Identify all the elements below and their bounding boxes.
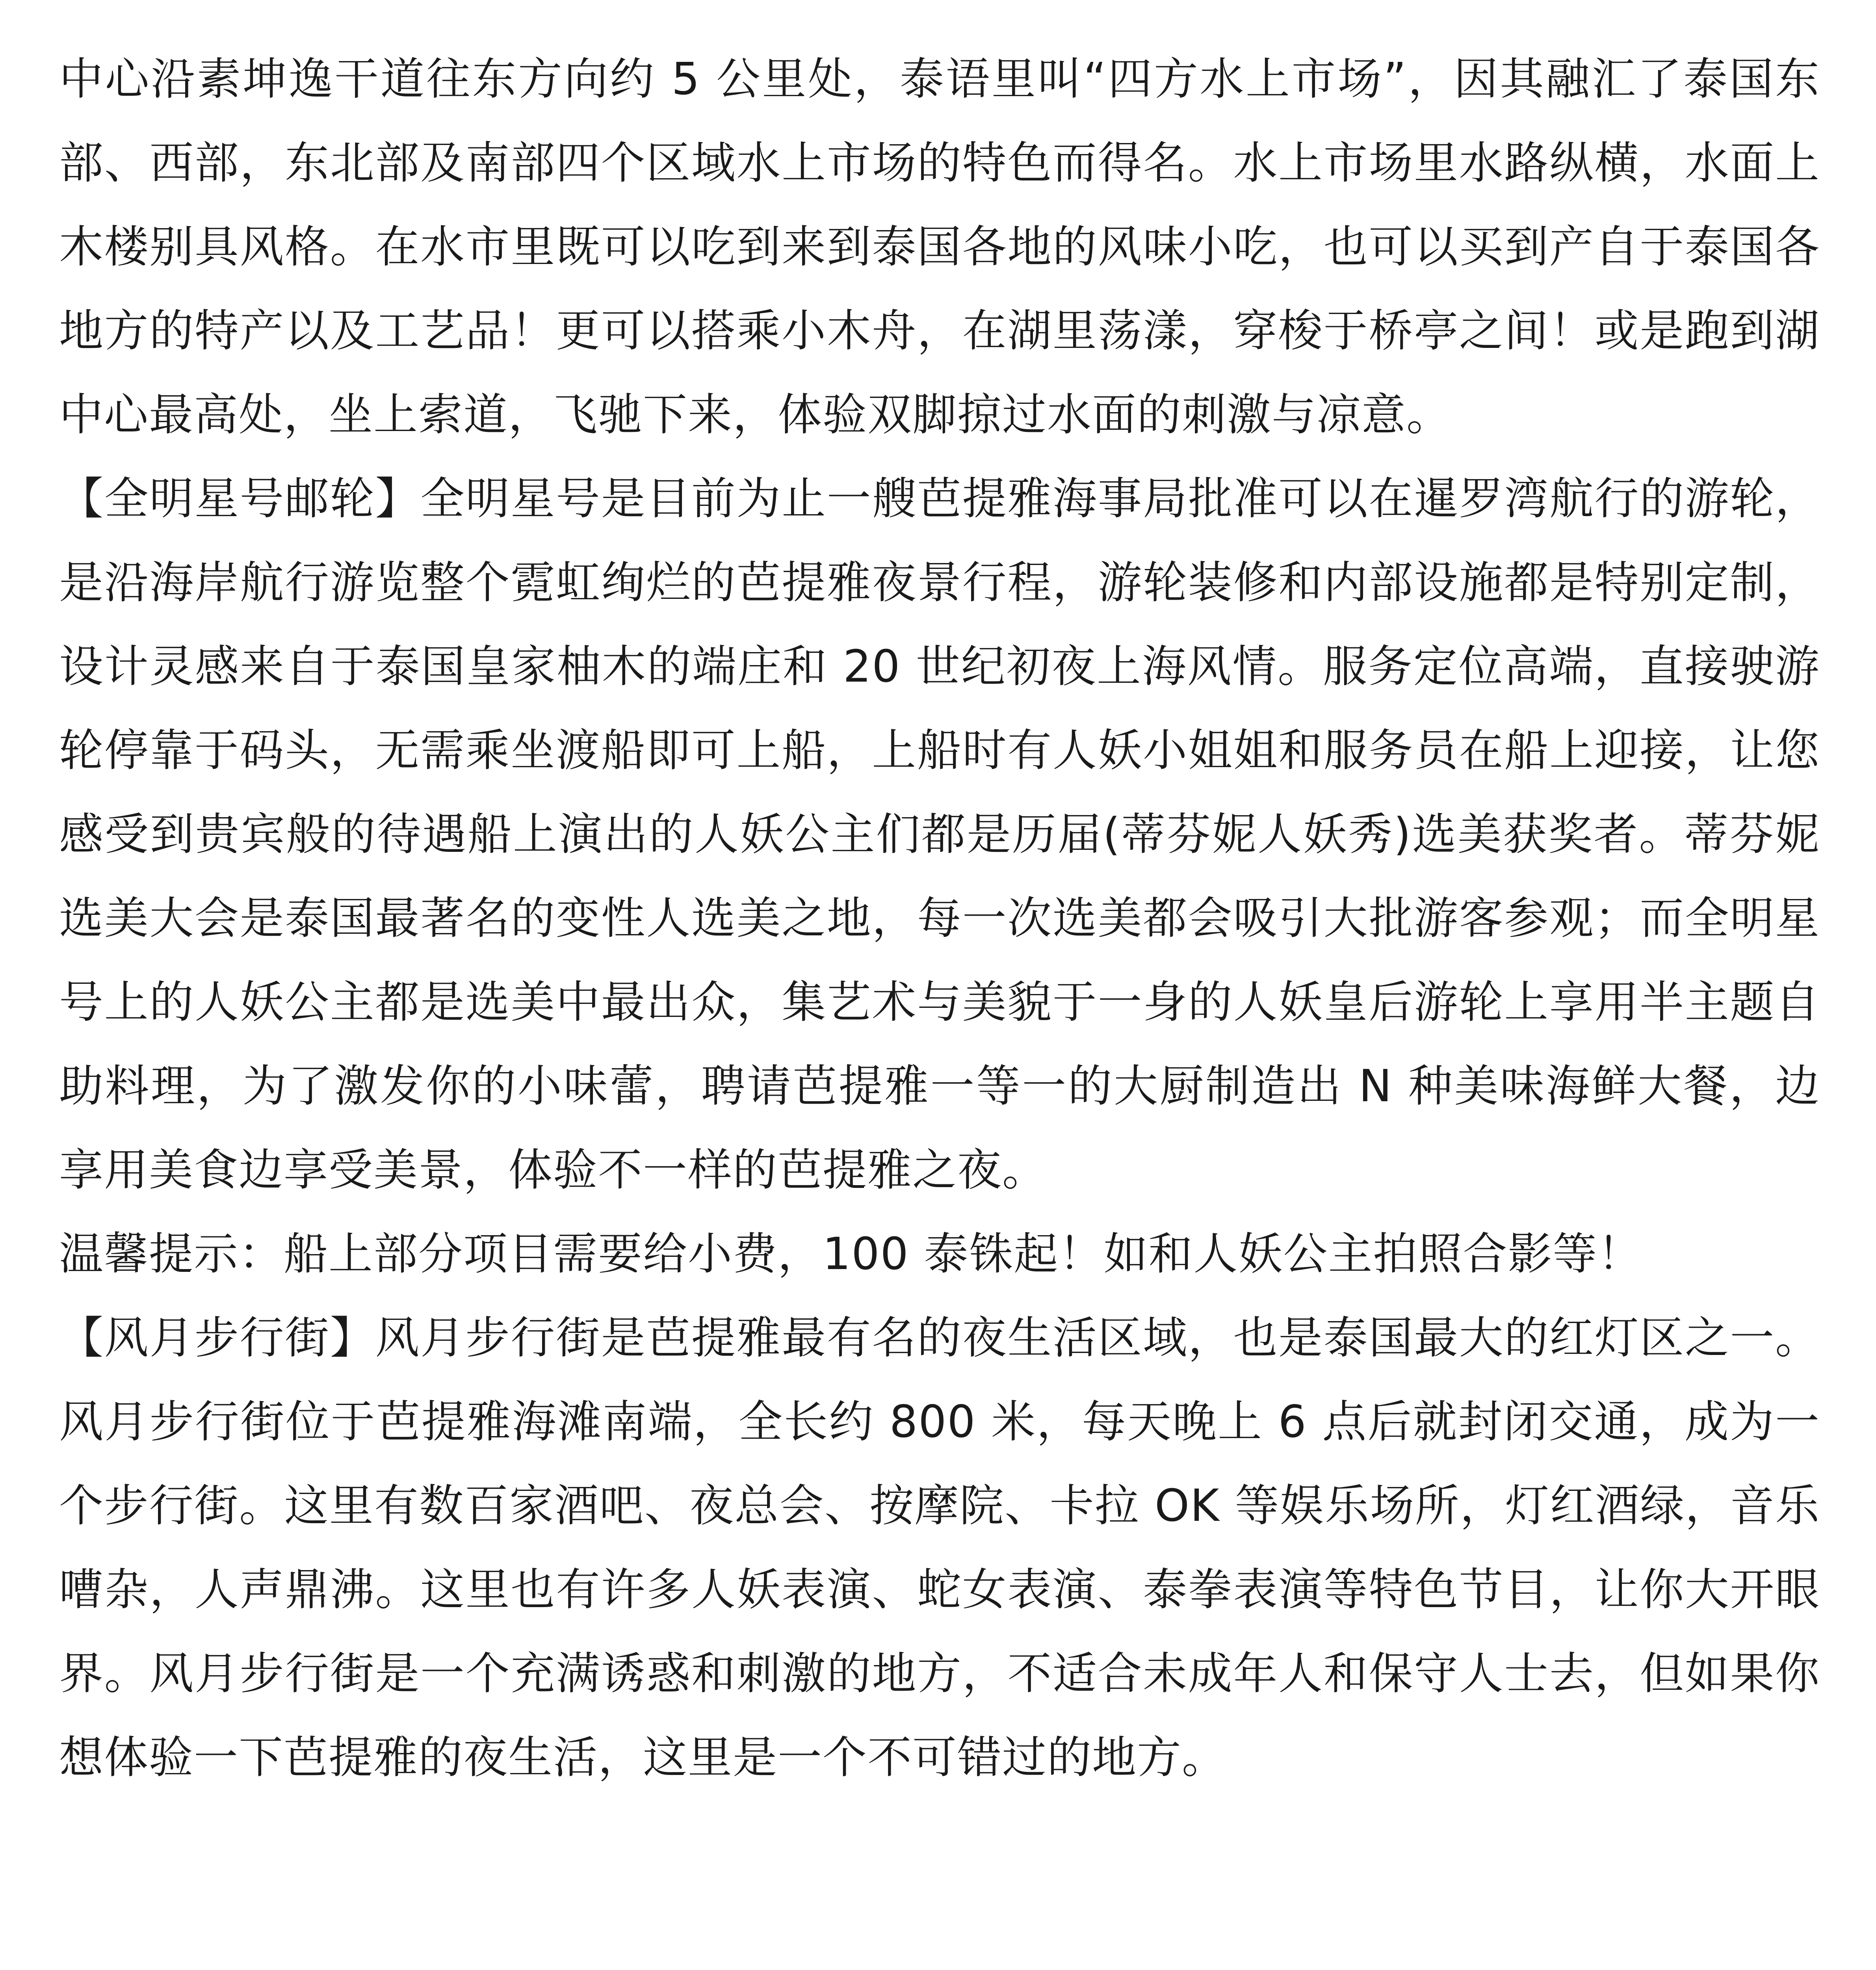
paragraph-floating-market: 中心沿素坤逸干道往东方向约 5 公里处，泰语里叫“四方水上市场”，因其融汇了泰国东部、西部，东北部及南部四个区域水上市场的特色而得名。水上市场里水路纵横，水面上木楼别具风格。在水市里既可以吃到来到泰国各地的风味小吃，也可以买到产自于泰国各地方的特产以及工艺品！更可以搭乘小木舟，在湖里荡漾，穿梭于桥亭之间！或是跑到湖中心最高处，坐上索道，飞驰下来，体验双脚掠过水面的刺激与凉意。 bbox=[59, 54, 1820, 440]
document-body bbox=[59, 37, 1820, 1800]
paragraph-walking-street: 【风月步行街】风月步行街是芭提雅最有名的夜生活区域，也是泰国最大的红灯区之一。风月步行街位于芭提雅海滩南端，全长约 800 米，每天晚上 6 点后就封闭交通，成为一个步行街。这里有数百家酒吧、夜总会、按摩院、卡拉 OK 等娱乐场所，灯红酒绿，音乐嘈杂，人声鼎沸。这里也有许多人妖表演、蛇女表演、泰拳表演等特色节目，让你大开眼界。风月步行街是一个充满诱惑和刺激的地方，不适合未成年人和保守人士去，但如果你想体验一下芭提雅的夜生活，这里是一个不可错过的地方。 bbox=[59, 1312, 1820, 1783]
paragraph-cruise: 【全明星号邮轮】全明星号是目前为止一艘芭提雅海事局批准可以在暹罗湾航行的游轮，是沿海岸航行游览整个霓虹绚烂的芭提雅夜景行程，游轮装修和内部设施都是特别定制，设计灵感来自于泰国皇家柚木的端庄和 20 世纪初夜上海风情。服务定位高端，直接驶游轮停靠于码头，无需乘坐渡船即可上船，上船时有人妖小姐姐和服务员在船上迎接，让您感受到贵宾般的待遇船上演出的人妖公主们都是历届(蒂芬妮人妖秀)选美获奖者。蒂芬妮选美大会是泰国最著名的变性人选美之地，每一次选美都会吸引大批游客参观；而全明星号上的人妖公主都是选美中最出众，集艺术与美貌于一身的人妖皇后游轮上享用半主题自助料理，为了激发你的小味蕾，聘请芭提雅一等一的大厨制造出 N 种美味海鲜大餐，边享用美食边享受美景，体验不一样的芭提雅之夜。 bbox=[59, 473, 1820, 1196]
paragraph-tip: 温馨提示：船上部分项目需要给小费，100 泰铢起！如和人妖公主拍照合影等！ bbox=[59, 1228, 1643, 1280]
